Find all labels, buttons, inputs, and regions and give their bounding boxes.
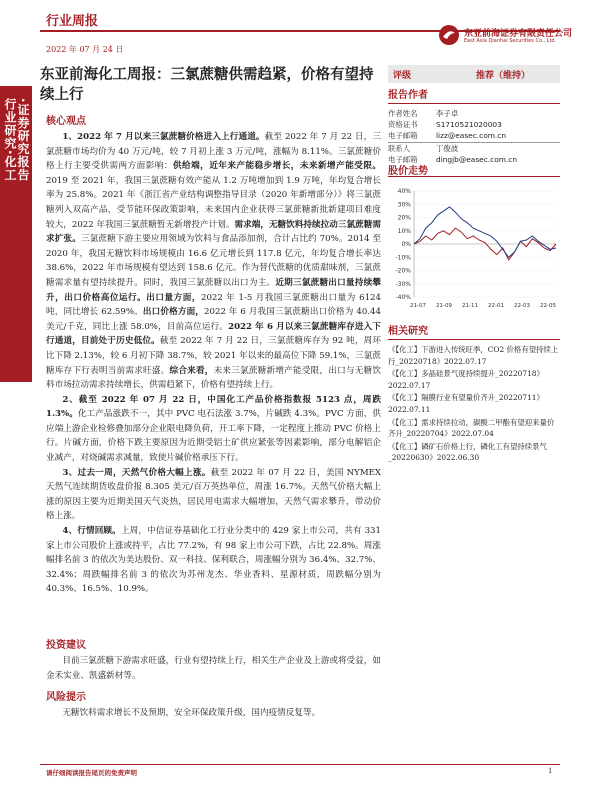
analyst-key: 电子邮箱 xyxy=(388,154,418,164)
analyst-table xyxy=(388,108,560,165)
x-tick-label: 22-03 xyxy=(514,303,530,309)
analyst-value: 李子卓 xyxy=(436,109,459,118)
analyst-row xyxy=(388,108,560,119)
footer-divider xyxy=(40,764,560,765)
p1-text-f: 近期三氯蔗糖出口量持续攀升，出口价格高位运行。出口量方面， xyxy=(46,277,381,303)
paragraph-1 xyxy=(46,130,381,393)
report-type: 行业周报 xyxy=(46,14,99,29)
logo-icon xyxy=(438,24,460,46)
related-item[interactable]: 《【化工】多晶硅景气度持续提升_20220718》2022.07.17 xyxy=(388,369,544,390)
y-tick-label: 40% xyxy=(397,188,411,195)
p1-text-k: 截至 2022 年 7 月 22 日，三氯蔗糖库存为 92 吨，周环比下降 2.13%，较 6 月初下降 38.7%，较 2021 年以来的最高位下降 59.1%，三氯蔗糖库存下行表明当前需求旺盛。 xyxy=(46,336,381,376)
y-tick-label: 30% xyxy=(397,201,411,209)
analyst-value: S1710521020003 xyxy=(436,120,502,130)
analyst-key: 资格证书 xyxy=(388,120,418,130)
y-tick-label: -30% xyxy=(395,280,411,288)
advice-heading: 投资建议 xyxy=(46,640,86,651)
y-tick-label: 10% xyxy=(397,227,411,235)
side-band-text-2: ·证券研究报告 xyxy=(16,98,30,182)
disclaimer-note: 请仔细阅读报告尾页的免责声明 xyxy=(46,769,137,777)
core-view-body xyxy=(46,130,381,597)
p1-text-e: 三氯蔗糖下游主要应用领域为饮料与食品添加剂，合计占比约 70%。2014 至 2020 年，我国无糖饮料市场规模由 16.6 亿元增长到 117.8 亿元，年均复合增长率达 38.6%，2022 年市场规模有望达到 158.6 亿元。作为替代蔗糖的优质甜味剂，三氯蔗糖需求量有望持续提升。同时，我国三氯蔗糖以出口为主。 xyxy=(46,234,381,288)
rating-bar xyxy=(388,65,560,83)
analyst-row xyxy=(388,130,560,141)
related-section xyxy=(388,322,560,465)
analyst-key: 电子邮箱 xyxy=(388,131,418,141)
p2-lead: 2、截至 2022 年 07 月 22 日，中国化工产品价格指数报 5123 点，周跌 1.3%。 xyxy=(46,394,381,420)
p4-text: 上周，中信证券基础化工行业分类中的 429 家上市公司，共有 331 家上市公司股价上涨或持平，占比 77.2%，有 98 家上市公司下跌，占比 22.8%。周涨幅排名前 3 的依次为美达股份、双一科技、保利联合，周涨幅分别为 36.4%、32.7%、32.4%；周跌幅排名前 3 的依次为苏州龙杰、华业香料、星源材质，周跌幅分别为 40.3%、16.5%、10.9%。 xyxy=(46,526,381,595)
x-tick-label: 21-07 xyxy=(410,303,426,309)
related-item[interactable]: 《【化工】磷矿石价格上行，磷化工有望持续景气_20220630》2022.06.30 xyxy=(388,441,547,463)
side-band-text-1: 行业研究·化工 xyxy=(3,98,17,182)
analyst-heading: 报告作者 xyxy=(388,86,560,104)
p1-text-h: 出口价格方面， xyxy=(142,307,205,318)
analyst-value: 丁俊波 xyxy=(436,143,459,153)
p1-text-a: 截至 2022 年 7 月 22 日，三氯蔗糖市场均价为 40 万元/吨，较 7 月初上涨 3 万元/吨，涨幅为 8.11%。三氯蔗糖价格上行主要受供需两方面影响： xyxy=(46,132,381,172)
risk-body xyxy=(46,706,381,721)
p1-lead: 1、2022 年 7 月以来三氯蔗糖价格进入上行通道。 xyxy=(62,132,265,142)
y-tick-label: -40% xyxy=(395,294,411,301)
p4-lead: 4、行情回顾。 xyxy=(62,526,121,537)
y-tick-label: 0% xyxy=(401,241,411,248)
analyst-section xyxy=(388,86,560,165)
chart-heading: 股价走势 xyxy=(388,166,428,177)
stock-chart-svg xyxy=(388,177,560,319)
x-tick-label: 21-11 xyxy=(462,303,478,309)
paragraph-2 xyxy=(46,393,381,466)
p1-text-m: 未来三氯蔗糖新增产能受限，出口与无糖饮料市场拉动需求持续增长，供需趋紧下，价格有望持续上行。 xyxy=(46,365,381,391)
y-tick-label: -20% xyxy=(395,267,411,275)
analyst-row xyxy=(388,142,560,154)
x-tick-label: 22-01 xyxy=(488,303,504,309)
p1-text-i: 2022 年 6 月我国三氯蔗糖出口价格为 40.44 美元/千克，同比上涨 58.0%，目前高位运行。 xyxy=(46,307,381,332)
p3-text: 截至 2022 年 07 月 22 日，美国 NYMEX 天然气连续期货收盘价报 8.305 美元/百万英热单位，周涨 16.7%。天然气价格大幅上涨的原因主要为近期美国天气炎热，居民用电需求大幅增加，天然气需求攀升，带动价格上涨。 xyxy=(46,467,382,522)
stock-chart xyxy=(388,176,560,318)
p1-text-b: 供给端，近年来产能稳步增长，未来新增产能受限。 xyxy=(172,161,381,172)
related-item[interactable]: 《【化工】下游进入传统旺季，CO2 价格有望持续上行_20220718》2022.07.17 xyxy=(388,345,559,366)
p3-lead: 3、过去一周，天然气价格大幅上涨。 xyxy=(62,467,211,478)
p1-text-d: 需求端，无糖饮料持续拉动三氯蔗糖需求扩张。 xyxy=(46,219,381,245)
p1-text-l: 综合来看， xyxy=(169,365,214,376)
p1-text-g: 2022 年 1-5 月我国三氯蔗糖出口量为 6124 吨，同比增长 62.59%。 xyxy=(46,292,381,318)
p1-text-c: 2019 至 2021 年，我国三氯蔗糖有效产能从 1.2 万吨增加到 1.9 万吨，年均复合增长率为 25.8%。2021 年《浙江省产业结构调整指导目录（2020 年新增部分）》将三氯蔗糖列入双高产品，受节能环保政策影响，未来国内企业获得三氯蔗糖新批新建项目难度较大，2022 年我国三氯蔗糖暂无新增投产计划。 xyxy=(46,175,381,230)
p2-text: 化工产品涨跌不一，其中 PVC 电石法涨 3.7%，片碱跌 4.3%。PVC 方面，供应端上游企业检修叠加部分企业限电降负荷，开工率下降，一定程度上推动 PVC 价格上行。片碱方面，价格下跌主要原因为近期受铝土矿供应紧张等因素影响，部分电解铝企业减产，对烧碱需求减量，致使片碱价格承压下行。 xyxy=(46,409,381,464)
p1-text-j: 2022 年 6 月以来三氯蔗糖库存进入下行通道，目前处于历史低位。 xyxy=(46,321,381,347)
company-logo xyxy=(438,22,573,48)
page-number: 1 xyxy=(548,767,553,775)
advice-text: 目前三氯蔗糖下游需求旺盛，行业有望持续上行，相关生产企业及上游或将受益，如金禾实业、凯盛新材等。 xyxy=(46,656,381,681)
related-heading: 相关研究 xyxy=(388,322,560,340)
risk-text: 无糖饮料需求增长不及预期，安全环保政策升级，国内疫情反复等。 xyxy=(62,708,321,718)
report-date: 2022 年 07 月 24 日 xyxy=(46,45,124,54)
related-list xyxy=(388,344,560,464)
logo-name-en: East Asia Qianhai Securities Co., Ltd. xyxy=(464,38,557,44)
analyst-email-link[interactable]: dingjb@easec.com.cn xyxy=(436,154,518,164)
advice-body xyxy=(46,654,381,683)
core-view-heading: 核心观点 xyxy=(46,116,86,127)
rating-label: 评级 xyxy=(393,71,412,81)
side-category-band xyxy=(0,86,32,382)
x-tick-label: 21-09 xyxy=(436,303,452,309)
analyst-email-link[interactable]: lizz@easec.com.cn xyxy=(436,131,507,141)
paragraph-3 xyxy=(46,466,381,524)
y-tick-label: -10% xyxy=(395,254,411,262)
analyst-key: 联系人 xyxy=(388,143,411,153)
rating-value: 推荐（维持） xyxy=(476,71,531,81)
risk-heading: 风险提示 xyxy=(46,692,86,703)
logo-name-cn: 东亚前海证券有限责任公司 xyxy=(464,29,573,39)
analyst-row xyxy=(388,119,560,130)
report-title: 东亚前海化工周报：三氯蔗糖供需趋紧，价格有望持续上行 xyxy=(40,66,374,103)
y-tick-label: 20% xyxy=(397,214,411,222)
x-tick-label: 22-05 xyxy=(540,303,556,309)
related-item[interactable]: 《【化工】需求持续拉动，碳酸二甲酯有望迎来量价齐升_20220704》2022.07.04 xyxy=(388,417,555,439)
paragraph-4 xyxy=(46,524,381,597)
related-item[interactable]: 《【化工】隔膜行业有望量价齐升_20220711》2022.07.11 xyxy=(388,393,544,414)
analyst-key: 作者姓名 xyxy=(388,109,418,118)
series-line-1 xyxy=(414,207,556,257)
